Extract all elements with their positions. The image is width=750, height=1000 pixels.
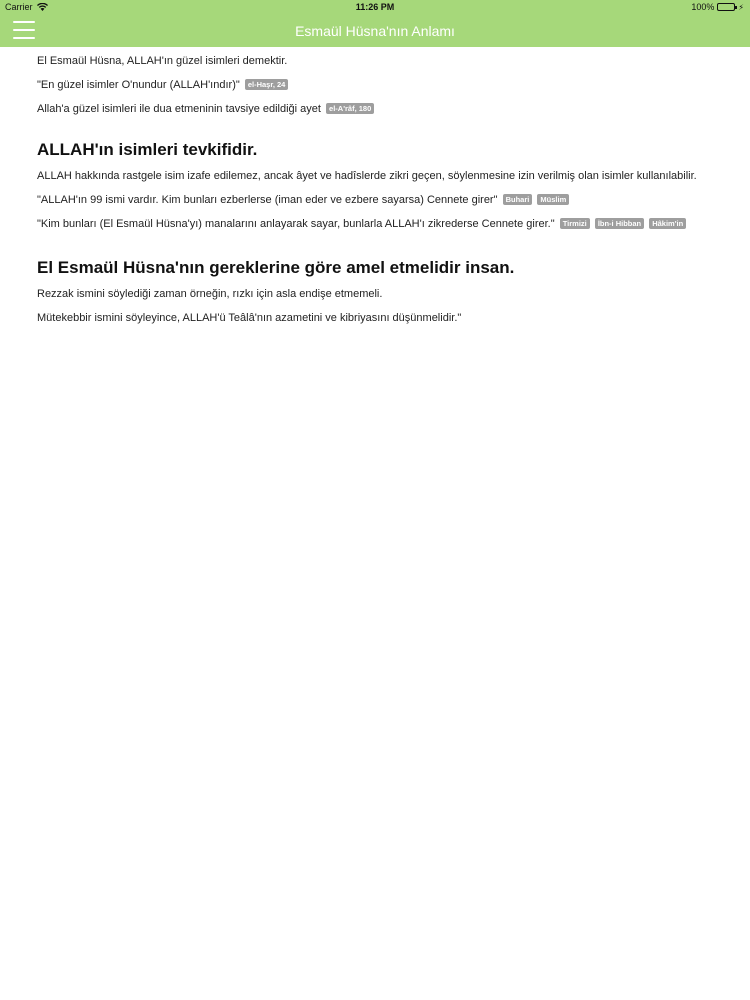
reference-badge[interactable]: Müslim (537, 194, 569, 205)
paragraph-text: "Kim bunları (El Esmaül Hüsna'yı) manalarını anlayarak sayar, bunlarla ALLAH'ı zikrederse Cennete girer." (37, 218, 555, 230)
battery-status (691, 2, 744, 12)
article-content (37, 54, 717, 335)
status-time: 11:26 PM (355, 2, 395, 12)
paragraph-rezzak (37, 287, 717, 302)
paragraph-ayet (37, 102, 717, 117)
battery-percent: 100% (691, 2, 715, 12)
nav-bar (0, 15, 750, 47)
paragraph-mutekebbir (37, 311, 717, 326)
section-heading: El Esmaül Hüsna'nın gereklerine göre amel etmelidir insan. (37, 258, 515, 277)
page-title: Esmaül Hüsna'nın Anlamı (295, 23, 455, 39)
paragraph-hadith-2 (37, 217, 717, 232)
paragraph-intro (37, 54, 717, 69)
paragraph-hadith-1 (37, 193, 717, 208)
charging-icon: ⚡ (738, 2, 744, 12)
paragraph-text: "ALLAH'ın 99 ismi vardır. Kim bunları ezberlerse (iman eder ve ezbere sayarsa) Cennete girer" (37, 194, 498, 206)
paragraph-text: Rezzak ismini söylediği zaman örneğin, rızkı için asla endişe etmemeli. (37, 288, 383, 300)
paragraph-text: "En güzel isimler O'nundur (ALLAH'ındır)" (37, 79, 240, 91)
paragraph-text: Mütekebbir ismini söyleyince, ALLAH'ü Teâlâ'nın azametini ve kibriyasını düşünmelidir." (37, 312, 462, 324)
battery-icon (717, 3, 735, 11)
paragraph-tevkifi (37, 169, 717, 184)
reference-badge[interactable]: Hâkim'in (649, 218, 686, 229)
reference-badge[interactable]: el-A'râf, 180 (326, 103, 374, 114)
app-header (0, 0, 750, 47)
paragraph-text: El Esmaül Hüsna, ALLAH'ın güzel isimleri demektir. (37, 55, 288, 67)
carrier-label: Carrier (5, 2, 33, 12)
reference-badge[interactable]: İbn-i Hibban (595, 218, 644, 229)
reference-badge[interactable]: Tirmizi (560, 218, 590, 229)
reference-badge[interactable]: Buhari (503, 194, 533, 205)
status-bar (0, 0, 750, 15)
section-heading: ALLAH'ın isimleri tevkifidir. (37, 140, 258, 159)
paragraph-quote (37, 78, 717, 93)
paragraph-text: ALLAH hakkında rastgele isim izafe edilemez, ancak âyet ve hadîslerde zikri geçen, söylenmesine izin verilmiş olan isimler kullanılabilir. (37, 170, 697, 182)
reference-badge[interactable]: el-Haşr, 24 (245, 79, 289, 90)
paragraph-text: Allah'a güzel isimleri ile dua etmeninin tavsiye edildiği ayet (37, 103, 321, 115)
